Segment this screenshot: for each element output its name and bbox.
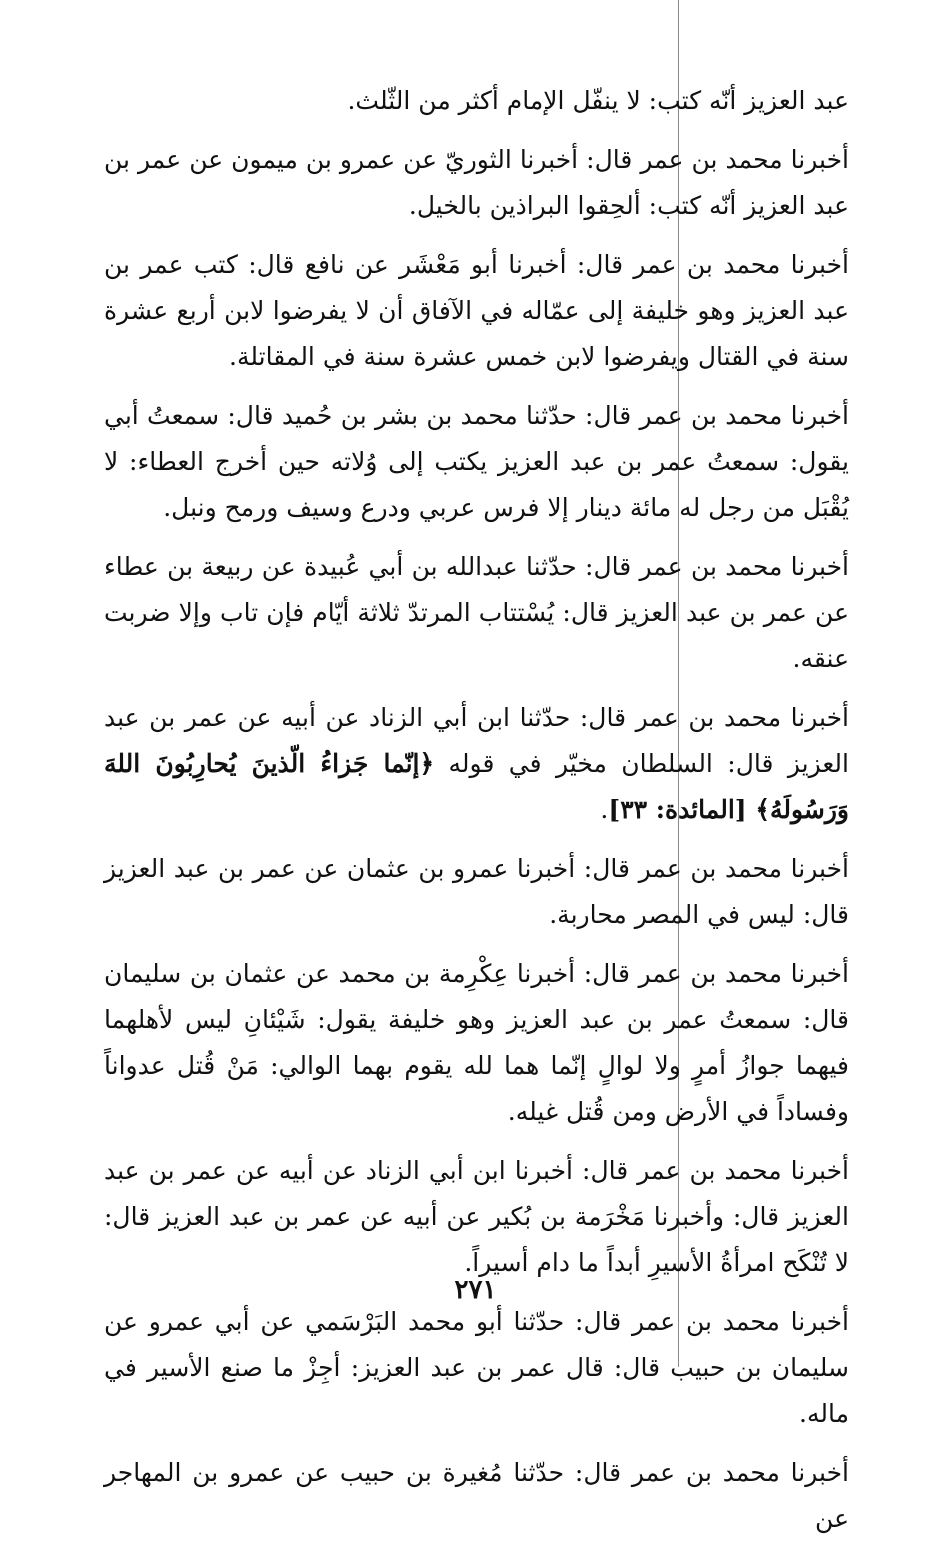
paragraph-8: أخبرنا محمد بن عمر قال: أخبرنا عِكْرِمة بن محمد عن عثمان بن سليمان قال: سمعتُ عمر بن عبد العزيز وهو خليفة يقول: شَيْئانِ ليس لأهلهما فيهما جوازُ أمرٍ ولا لوالٍ إنّما هما لله يقوم بهما الوالي: مَنْ قُتل عدواناً وفساداً في الأرض ومن قُتل غيله. bbox=[104, 959, 849, 1126]
paragraph-6 bbox=[104, 695, 849, 833]
paragraph-11: أخبرنا محمد بن عمر قال: حدّثنا مُغيرة بن حبيب عن عمرو بن المهاجر عن bbox=[104, 1458, 849, 1533]
paragraph-3: أخبرنا محمد بن عمر قال: أخبرنا أبو مَعْشَر عن نافع قال: كتب عمر بن عبد العزيز وهو خليفة إلى عمّاله في الآفاق أن لا يفرضوا لابن أربع عشرة سنة في القتال ويفرضوا لابن خمس عشرة سنة في المقاتلة. bbox=[104, 250, 849, 371]
paragraph-4: أخبرنا محمد بن عمر قال: حدّثنا محمد بن بشر بن حُميد قال: سمعتُ أبي يقول: سمعتُ عمر بن عبد العزيز يكتب إلى وُلاته حين أخرج العطاء: لا يُقْبَل من رجل له مائة دينار إلا فرس عربي ودرع وسيف ورمح ونبل. bbox=[104, 401, 849, 522]
page-text-body bbox=[104, 78, 849, 1555]
paragraph-10: أخبرنا محمد بن عمر قال: حدّثنا أبو محمد البَرْسَمي عن أبي عمرو عن سليمان بن حبيب قال: قال عمر بن عبد العزيز: أجِزْ ما صنع الأسير في ماله. bbox=[104, 1307, 849, 1428]
quran-verse-citation: ﴿إنّما جَزاءُ الّذينَ يُحارِبُونَ اللهَ وَرَسُولَهُ﴾ [المائدة: ٣٣] bbox=[104, 749, 849, 824]
paragraph-2: أخبرنا محمد بن عمر قال: أخبرنا الثوريّ عن عمرو بن ميمون عن عمر بن عبد العزيز أنّه كتب: ألحِقوا البراذين بالخيل. bbox=[104, 145, 849, 220]
paragraph-1: عبد العزيز أنّه كتب: لا ينفّل الإمام أكثر من الثّلث. bbox=[347, 86, 849, 115]
paragraph-5: أخبرنا محمد بن عمر قال: حدّثنا عبدالله بن أبي عُبيدة عن ربيعة بن عطاء عن عمر بن عبد العزيز قال: يُسْتتاب المرتدّ ثلاثة أيّام فإن تاب وإلا ضربت عنقه. bbox=[104, 552, 849, 673]
paragraph-6-text: أخبرنا محمد بن عمر قال: حدّثنا ابن أبي الزناد عن أبيه عن عمر بن عبد العزيز قال: السلطان مخيّر في قوله bbox=[104, 703, 849, 778]
paragraph-6-tail: . bbox=[600, 795, 609, 824]
paragraph-9: أخبرنا محمد بن عمر قال: أخبرنا ابن أبي الزناد عن أبيه عن عمر بن عبد العزيز قال: وأخبرنا مَخْرَمة بن بُكير عن أبيه عن عمر بن عبد العزيز قال: لا تُنْكَح امرأةُ الأسيرِ أبداً ما دام أسيراً. bbox=[104, 1156, 849, 1277]
page-number: ٢٧١ bbox=[454, 1275, 497, 1305]
paragraph-7: أخبرنا محمد بن عمر قال: أخبرنا عمرو بن عثمان عن عمر بن عبد العزيز قال: ليس في المصر محاربة. bbox=[104, 854, 849, 929]
